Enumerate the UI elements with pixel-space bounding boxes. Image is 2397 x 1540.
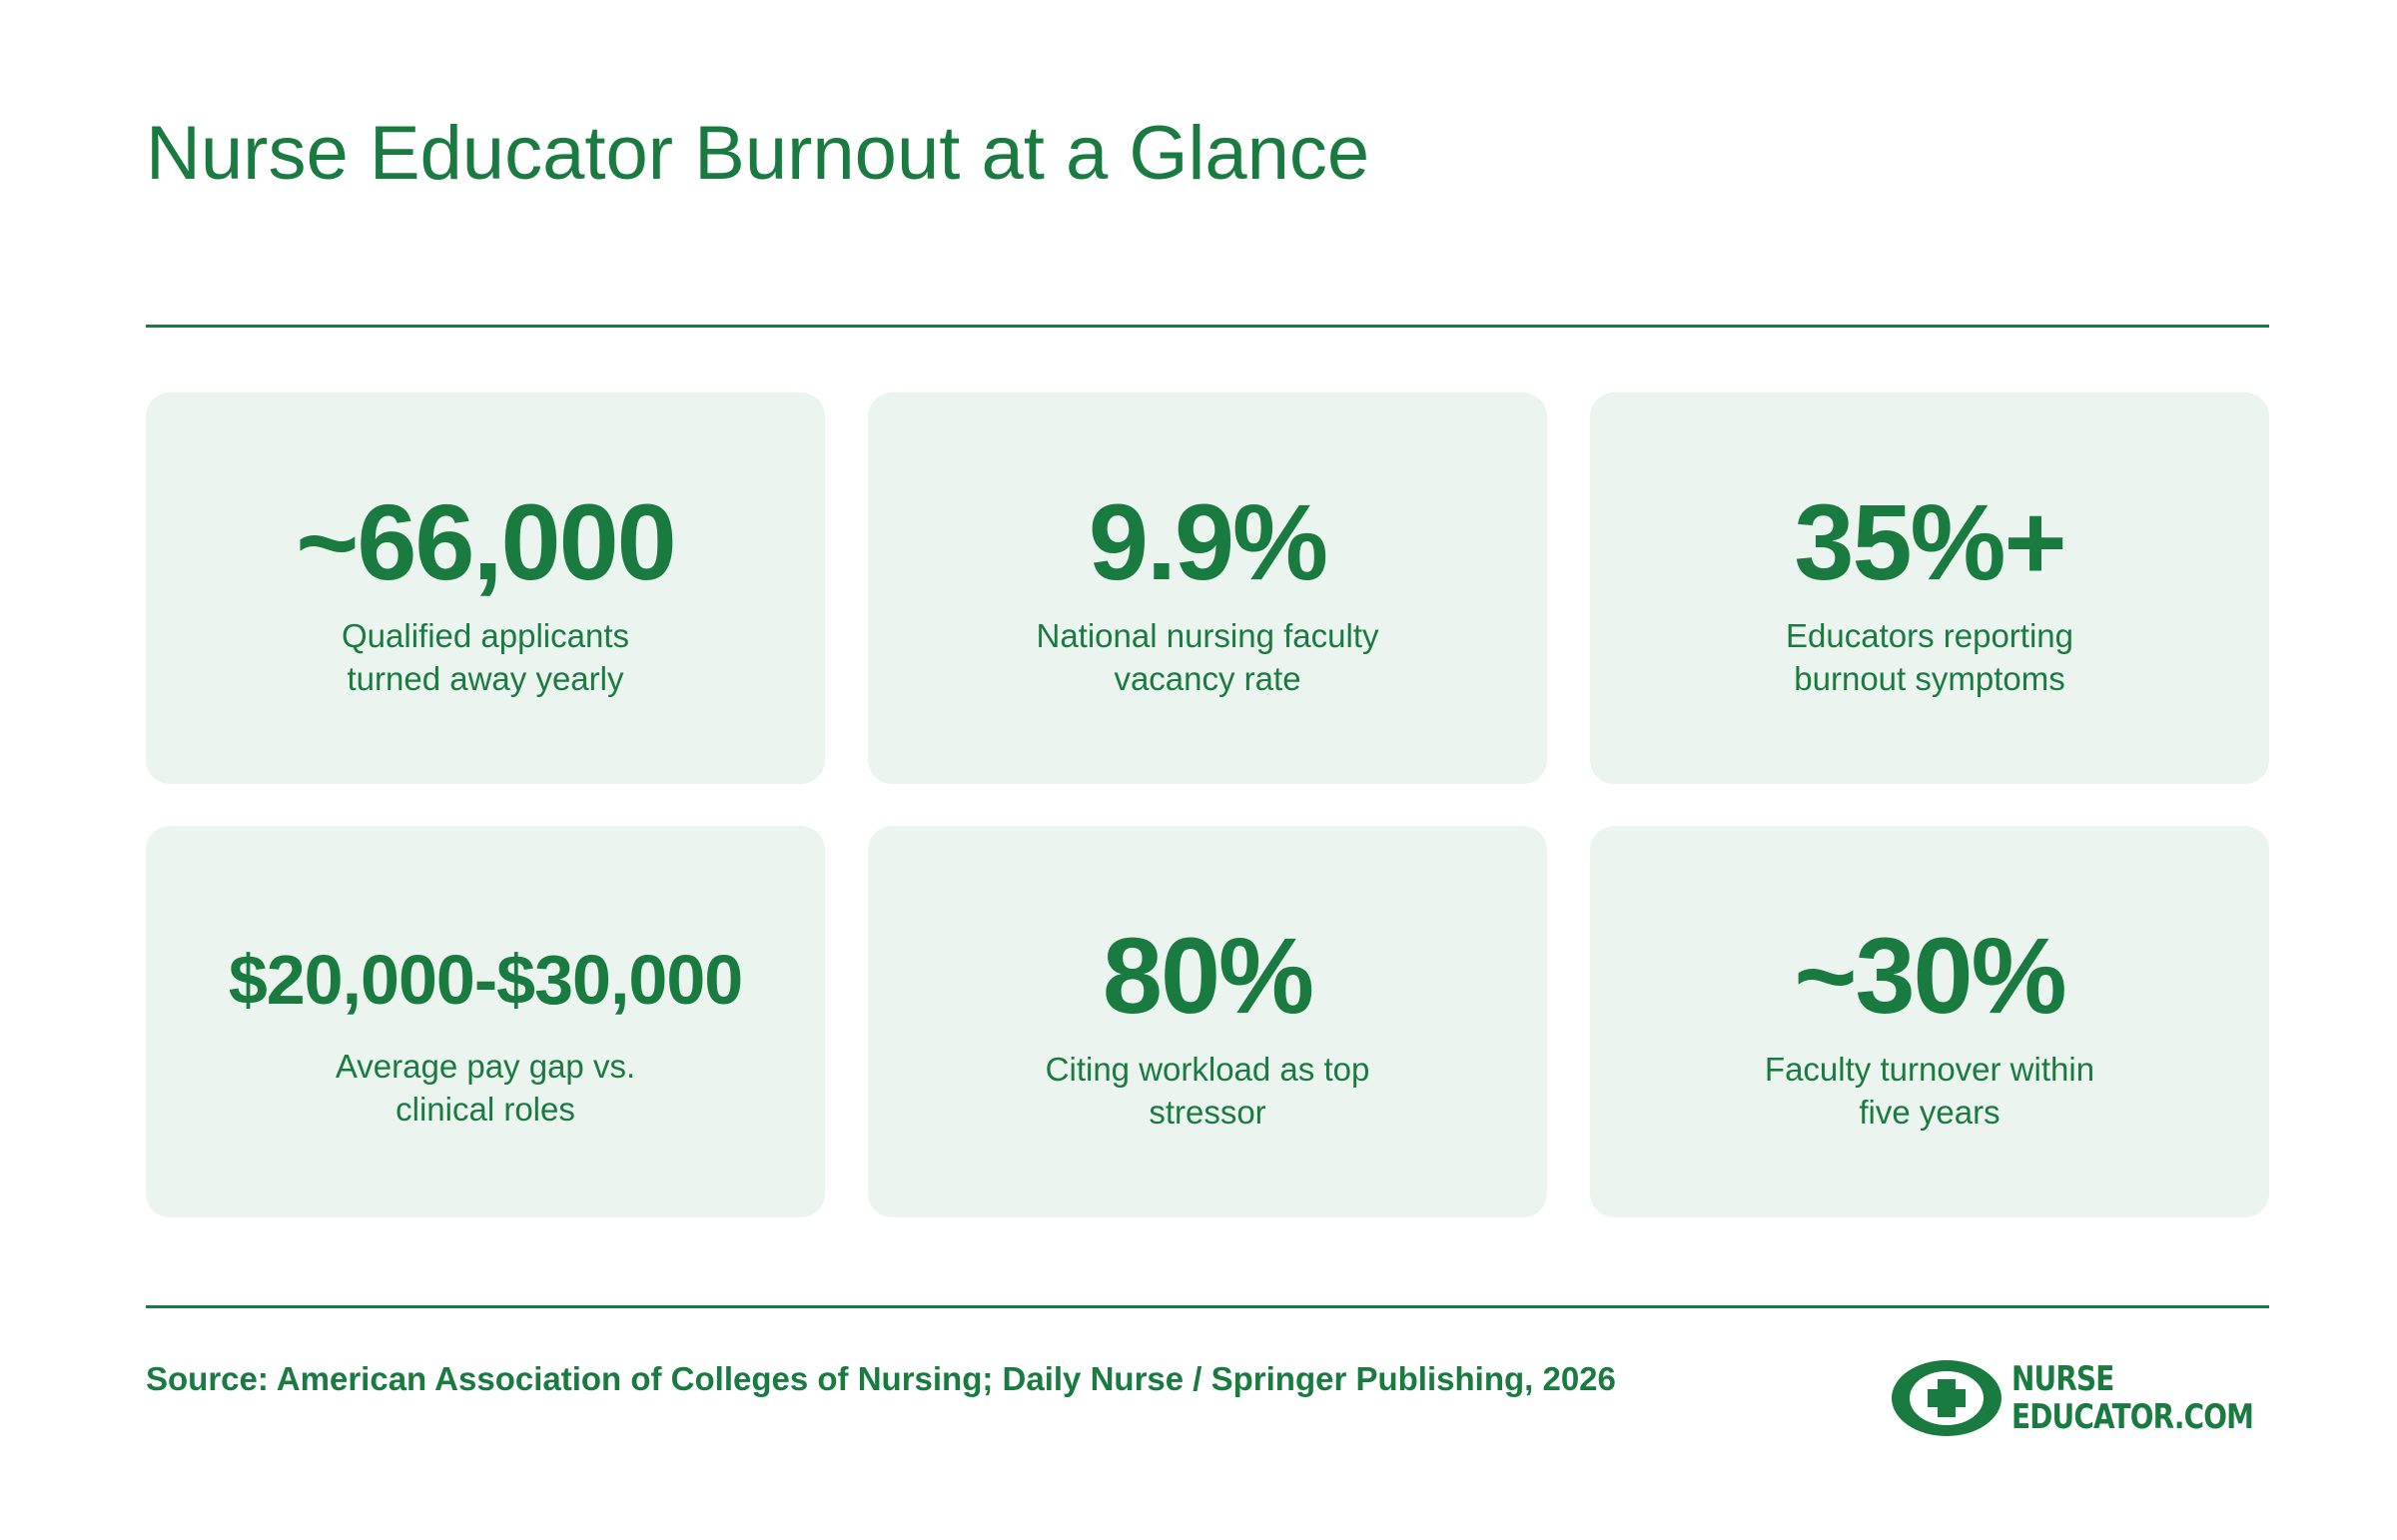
stat-value: 9.9% — [1088, 481, 1327, 602]
stat-label: Average pay gap vs. clinical roles — [335, 1048, 636, 1128]
logo-line-1: NURSE — [2011, 1359, 2114, 1399]
stat-label: Qualified applicants turned away yearly — [341, 617, 629, 697]
stat-value: $20,000-$30,000 — [228, 941, 743, 1019]
stat-card-turnover — [1590, 826, 2269, 1217]
stat-value: ~66,000 — [296, 481, 675, 602]
stat-value: ~30% — [1794, 915, 2065, 1036]
page-title: Nurse Educator Burnout at a Glance — [146, 111, 1370, 196]
stat-card-applicants — [146, 392, 825, 784]
logo-wordmark — [2011, 1360, 2253, 1436]
stat-label: National nursing faculty vacancy rate — [1036, 617, 1379, 697]
stat-label: Citing workload as top stressor — [1045, 1051, 1370, 1131]
source-citation: Source: American Association of Colleges of Nursing; Daily Nurse / Springer Publishing, 2026 — [146, 1360, 1616, 1397]
stat-card-pay-gap — [146, 826, 825, 1217]
brand-logo — [1890, 1356, 2306, 1440]
stats-grid — [146, 392, 2269, 1217]
bottom-divider — [146, 1305, 2269, 1308]
stat-label: Educators reporting burnout symptoms — [1786, 617, 2073, 697]
stat-card-vacancy — [868, 392, 1547, 784]
medical-cross-icon — [1890, 1358, 2003, 1438]
logo-line-2: EDUCATOR.COM — [2011, 1397, 2254, 1437]
stat-value: 35%+ — [1794, 481, 2065, 602]
stat-value: 80% — [1102, 915, 1313, 1036]
stat-card-burnout — [1590, 392, 2269, 784]
stat-card-workload — [868, 826, 1547, 1217]
top-divider — [146, 325, 2269, 328]
stat-label: Faculty turnover within five years — [1764, 1051, 2095, 1131]
